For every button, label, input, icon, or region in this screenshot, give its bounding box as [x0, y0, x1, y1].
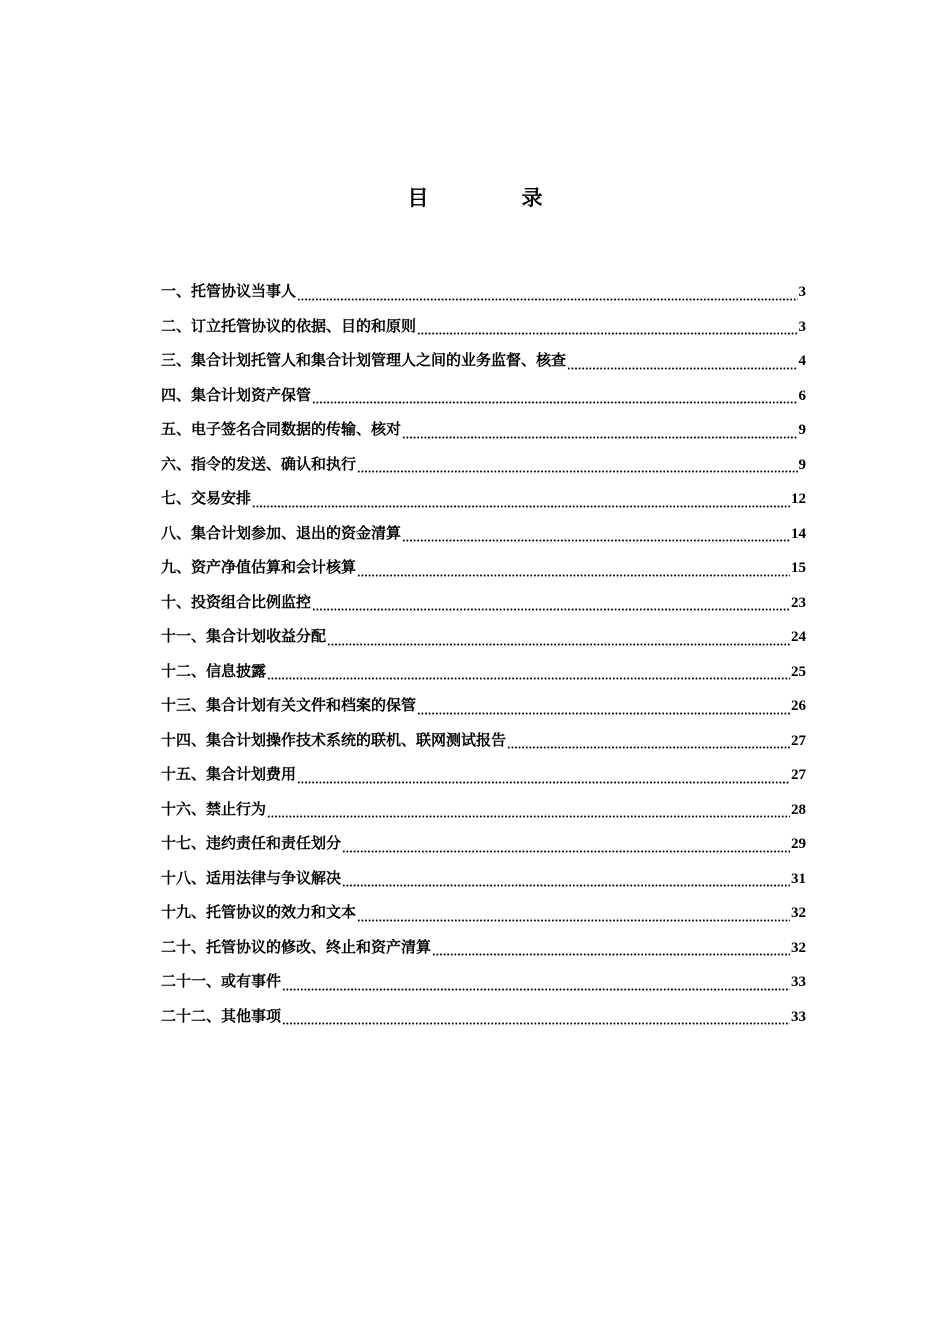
toc-entry-page-number: 12 — [791, 491, 806, 507]
toc-entry[interactable] — [161, 759, 806, 794]
toc-entry[interactable] — [161, 690, 806, 725]
toc-entry-label: 三、集合计划托管人和集合计划管理人之间的业务监督、核查 — [161, 351, 567, 369]
toc-dot-leader — [312, 595, 790, 611]
toc-entry[interactable] — [161, 587, 806, 622]
toc-dot-leader — [417, 319, 797, 335]
toc-entry[interactable] — [161, 863, 806, 898]
toc-entry-page-number: 26 — [791, 698, 806, 714]
toc-entry-label: 十九、托管协议的效力和文本 — [161, 903, 357, 921]
toc-dot-leader — [342, 837, 790, 853]
toc-entry[interactable] — [161, 725, 806, 760]
toc-entry-page-number: 14 — [791, 525, 806, 542]
toc-dot-leader — [312, 388, 797, 404]
toc-entry-label: 一、托管协议当事人 — [161, 282, 297, 300]
toc-entry-label: 十七、违约责任和责任划分 — [161, 834, 342, 852]
toc-entry[interactable] — [161, 794, 806, 829]
toc-dot-leader — [297, 285, 797, 301]
toc-entry-page-number: 29 — [791, 836, 806, 852]
toc-dot-leader — [417, 699, 790, 715]
toc-entry-label: 十五、集合计划费用 — [161, 765, 297, 783]
toc-entry-label: 二、订立托管协议的依据、目的和原则 — [161, 316, 417, 335]
toc-dot-leader — [357, 561, 790, 577]
toc-entry[interactable] — [161, 828, 806, 863]
toc-entry-page-number: 33 — [791, 1008, 806, 1025]
toc-entry-page-number: 33 — [791, 974, 806, 990]
toc-entry[interactable] — [161, 449, 806, 484]
toc-entry-page-number: 28 — [791, 801, 806, 818]
toc-dot-leader — [282, 975, 790, 991]
toc-dot-leader — [327, 630, 790, 646]
toc-entry-page-number: 6 — [798, 387, 806, 404]
toc-entry[interactable] — [161, 518, 806, 553]
toc-entry-label: 十四、集合计划操作技术系统的联机、联网测试报告 — [161, 730, 507, 749]
toc-entry[interactable] — [161, 966, 806, 1001]
toc-dot-leader — [267, 664, 790, 680]
toc-entry[interactable] — [161, 1001, 806, 1036]
toc-entry-page-number: 23 — [791, 594, 806, 611]
toc-entry-page-number: 31 — [791, 870, 806, 887]
toc-entry[interactable] — [161, 621, 806, 656]
toc-entry-page-number: 9 — [798, 456, 806, 473]
toc-entry[interactable] — [161, 414, 806, 449]
toc-entry-label: 六、指令的发送、确认和执行 — [161, 454, 357, 473]
toc-dot-leader — [402, 423, 797, 439]
toc-entry[interactable] — [161, 345, 806, 380]
toc-entry-label: 二十一、或有事件 — [161, 972, 282, 990]
toc-entry-label: 十八、适用法律与争议解决 — [161, 868, 342, 887]
toc-entry-label: 二十二、其他事项 — [161, 1006, 282, 1025]
toc-entry-page-number: 32 — [791, 905, 806, 921]
toc-entry-label: 二十、托管协议的修改、终止和资产清算 — [161, 937, 432, 956]
toc-entry-page-number: 24 — [791, 629, 806, 645]
toc-entry-label: 十一、集合计划收益分配 — [161, 627, 327, 645]
toc-entry-label: 十二、信息披露 — [161, 661, 267, 680]
toc-entry-label: 八、集合计划参加、退出的资金清算 — [161, 523, 402, 542]
toc-entry-label: 九、资产净值估算和会计核算 — [161, 558, 357, 576]
toc-entry[interactable] — [161, 656, 806, 691]
toc-dot-leader — [297, 768, 790, 784]
toc-entry-page-number: 9 — [798, 422, 806, 438]
toc-entry-page-number: 3 — [798, 284, 806, 300]
toc-dot-leader — [402, 526, 790, 542]
toc-dot-leader — [357, 906, 790, 922]
toc-dot-leader — [432, 940, 790, 956]
toc-entry-page-number: 27 — [791, 767, 806, 783]
toc-title: 目 录 — [407, 185, 579, 210]
toc-entry-label: 五、电子签名合同数据的传输、核对 — [161, 420, 402, 438]
toc-entry-page-number: 25 — [791, 663, 806, 680]
toc-entry[interactable] — [161, 483, 806, 518]
toc-dot-leader — [282, 1009, 790, 1025]
toc-entry[interactable] — [161, 276, 806, 311]
toc-entry-label: 十、投资组合比例监控 — [161, 592, 312, 611]
toc-entry-page-number: 15 — [791, 560, 806, 576]
toc-entry-label: 十六、禁止行为 — [161, 799, 267, 818]
toc-entry-page-number: 32 — [791, 939, 806, 956]
toc-entry[interactable] — [161, 552, 806, 587]
toc-dot-leader — [507, 733, 790, 749]
toc-entry[interactable] — [161, 380, 806, 415]
toc-entry[interactable] — [161, 897, 806, 932]
toc-entry-page-number: 4 — [798, 353, 806, 369]
toc-entry-page-number: 27 — [791, 732, 806, 749]
toc-entry-label: 七、交易安排 — [161, 489, 252, 507]
toc-dot-leader — [252, 492, 790, 508]
toc-dot-leader — [267, 802, 790, 818]
toc-entry[interactable] — [161, 932, 806, 967]
table-of-contents — [161, 276, 806, 1035]
toc-entry-page-number: 3 — [798, 318, 806, 335]
toc-dot-leader — [342, 871, 790, 887]
toc-dot-leader — [567, 354, 797, 370]
toc-entry-label: 十三、集合计划有关文件和档案的保管 — [161, 696, 417, 714]
toc-entry[interactable] — [161, 311, 806, 346]
toc-entry-label: 四、集合计划资产保管 — [161, 385, 312, 404]
toc-dot-leader — [357, 457, 797, 473]
